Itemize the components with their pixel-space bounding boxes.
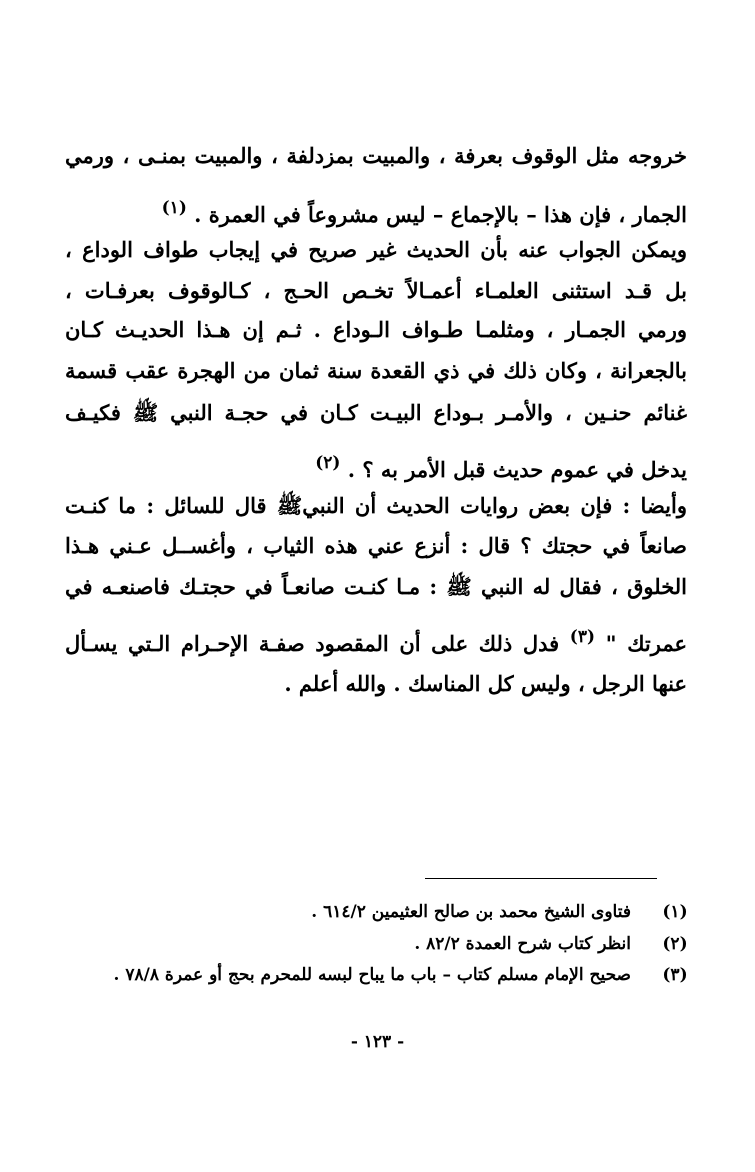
body-line-2-text: الجمار ، فإن هذا – بالإجماع – ليس مشروعاً في العمرة .: [194, 202, 687, 227]
body-line-8-text: يدخل في عموم حديث قبل الأمر به ؟ .: [347, 457, 687, 482]
footnote-separator: [425, 878, 657, 879]
footnote-1-number: (١): [662, 902, 688, 922]
footnote-2: [95, 931, 695, 957]
footnote-1: [95, 899, 695, 925]
footnote-3: [95, 962, 695, 988]
body-line-6: بالجعرانة ، وكان ذلك في ذي القعدة سنة ثمان من الهجرة عقب قسمة: [65, 358, 687, 383]
body-line-10: صانعاً في حجتك ؟ قال : أنزع عني هذه الثياب ، وأغســل عـني هـذا: [65, 533, 687, 558]
body-line-5: ورمي الجمـار ، ومثلمـا طـواف الـوداع . ثـم إن هـذا الحديـث كـان: [65, 317, 687, 342]
footnote-ref-3: (٣): [569, 627, 596, 647]
body-line-8: [65, 448, 687, 485]
body-line-11: الخلوق ، فقال له النبي ﷺ : مـا كنـت صانعـاً في حجتـك فاصنعـه في: [65, 574, 687, 599]
body-line-3: ويمكن الجواب عنه بأن الحديث غير صريح في إيجاب طواف الوداع ،: [65, 237, 687, 262]
body-line-12-start: عمرتك ": [605, 631, 688, 656]
body-line-12: [65, 622, 687, 659]
footnote-ref-2: (٢): [315, 453, 341, 473]
body-line-4: بل قـد استثنى العلمـاء أعمـالاً تخـص الحـج ، كـالوقوف بعرفـات ،: [65, 278, 687, 303]
body-line-2: [65, 193, 687, 230]
footnote-2-text: انظر كتاب شرح العمدة ٨٢/٢ .: [414, 934, 631, 954]
body-line-1: خروجه مثل الوقوف بعرفة ، والمبيت بمزدلفة ، والمبيت بمنـى ، ورمي: [65, 143, 687, 168]
footnote-1-text: فتاوى الشيخ محمد بن صالح العثيمين ٦١٤/٢ .: [311, 902, 631, 922]
footnote-3-text: صحيح الإمام مسلم كتاب – باب ما يباح لبسه للمحرم بحج أو عمرة ٧٨/٨ .: [113, 965, 631, 985]
body-line-9: وأيضا : فإن بعض روايات الحديث أن النبيﷺ قال للسائل : ما كنـت: [65, 493, 687, 518]
body-line-13: عنها الرجل ، وليس كل المناسك . والله أعلم .: [284, 671, 687, 696]
body-line-7: غنائم حنـين ، والأمـر بـوداع البيـت كـان في حجـة النبي ﷺ فكيـف: [65, 400, 687, 425]
footnote-2-number: (٢): [662, 934, 688, 954]
body-line-12-end: فدل ذلك على أن المقصود صفـة الإحـرام الـتي يسـأل: [65, 631, 560, 656]
page-number: - ١٢٣ -: [350, 1032, 405, 1052]
footnote-3-number: (٣): [662, 965, 688, 985]
footnote-ref-1: (١): [161, 198, 187, 218]
